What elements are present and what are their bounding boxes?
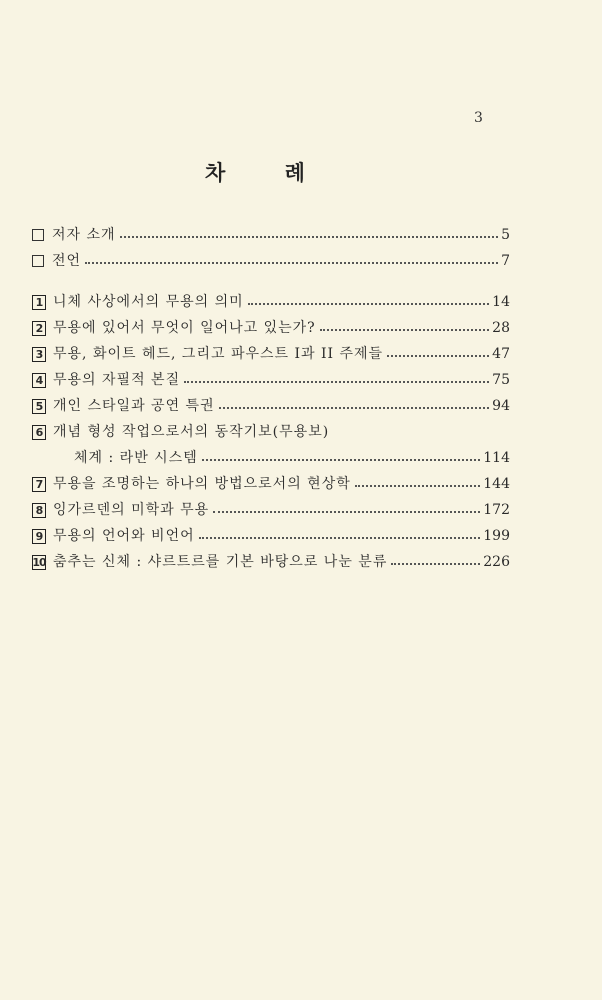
toc-entry-author	[32, 222, 510, 248]
entry-label: 춤추는 신체 : 샤르트르를 기본 바탕으로 나눈 분류	[53, 554, 388, 570]
entry-page: 114	[483, 450, 510, 466]
entry-page: 172	[483, 502, 510, 518]
entry-page: 144	[483, 476, 510, 492]
dot-leader	[202, 459, 481, 461]
chapter-number-badge: 1	[32, 295, 46, 310]
toc-entry-preface	[32, 248, 510, 274]
toc-entry-7	[32, 471, 510, 497]
entry-label: 니체 사상에서의 무용의 의미	[53, 294, 244, 310]
dot-leader	[213, 511, 480, 513]
entry-label: 잉가르덴의 미학과 무용	[53, 502, 210, 518]
toc-entry-9	[32, 523, 510, 549]
chapter-number-badge: 5	[32, 399, 46, 414]
chapter-number-badge: 8	[32, 503, 46, 518]
page-number: 3	[474, 110, 483, 126]
dot-leader	[355, 485, 481, 487]
toc-entry-2	[32, 315, 510, 341]
chapter-number-badge: 9	[32, 529, 46, 544]
dot-leader	[391, 563, 480, 565]
dot-leader	[184, 381, 489, 383]
dot-leader	[320, 329, 489, 331]
entry-page: 226	[483, 554, 510, 570]
entry-page: 28	[492, 320, 510, 336]
chapter-number-badge: 3	[32, 347, 46, 362]
entry-label: 무용을 조명하는 하나의 방법으로서의 현상학	[53, 476, 351, 492]
chapter-number-badge: 4	[32, 373, 46, 388]
toc-entry-10	[32, 549, 510, 575]
entry-page: 199	[483, 528, 510, 544]
entry-label: 전언	[52, 253, 82, 269]
entry-page: 75	[492, 372, 510, 388]
toc-entry-6-continued	[32, 445, 510, 471]
table-of-contents	[32, 222, 510, 575]
dot-leader	[219, 407, 490, 409]
entry-label: 무용에 있어서 무엇이 일어나고 있는가?	[53, 320, 316, 336]
toc-entry-6	[32, 419, 510, 445]
toc-entry-3	[32, 341, 510, 367]
toc-entry-5	[32, 393, 510, 419]
entry-page: 47	[492, 346, 510, 362]
dot-leader	[120, 236, 499, 238]
chapter-number-badge: 2	[32, 321, 46, 336]
entry-label: 무용, 화이트 헤드, 그리고 파우스트 I과 II 주제들	[53, 346, 384, 362]
entry-page: 94	[492, 398, 510, 414]
entry-page: 14	[492, 294, 510, 310]
toc-entry-8	[32, 497, 510, 523]
chapter-number-badge: 7	[32, 477, 46, 492]
entry-label: 무용의 자필적 본질	[53, 372, 181, 388]
toc-entry-4	[32, 367, 510, 393]
entry-label: 무용의 언어와 비언어	[53, 528, 195, 544]
chapter-number-badge: 6	[32, 425, 46, 440]
square-bullet-icon	[32, 255, 44, 267]
dot-leader	[85, 262, 498, 264]
chapter-number-badge: 10	[32, 555, 46, 569]
toc-entry-1	[32, 289, 510, 315]
entry-page: 7	[501, 253, 510, 269]
square-bullet-icon	[32, 229, 44, 241]
entry-label: 저자 소개	[52, 227, 116, 243]
entry-label: 개인 스타일과 공연 특권	[53, 398, 215, 414]
entry-page: 5	[501, 227, 510, 243]
entry-label: 체계 : 라반 시스템	[74, 450, 198, 466]
spacer	[32, 274, 510, 289]
page-title: 차 례	[205, 160, 331, 185]
entry-label: 개념 형성 작업으로서의 동작기보(무용보)	[53, 424, 330, 440]
dot-leader	[248, 303, 490, 305]
dot-leader	[387, 355, 489, 357]
dot-leader	[199, 537, 481, 539]
